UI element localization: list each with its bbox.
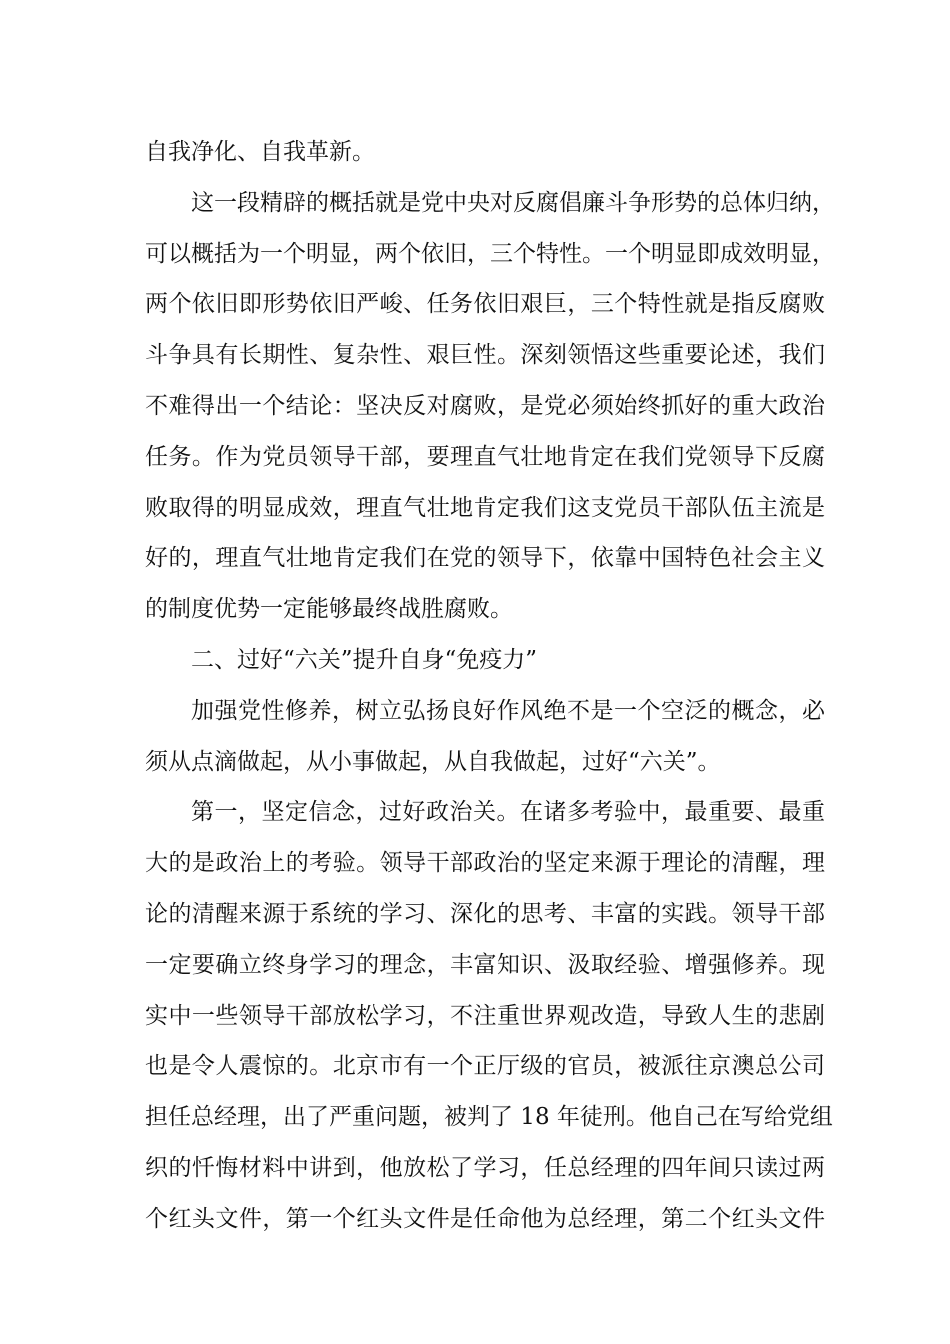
text-line: 不难得出一个结论：坚决反对腐败，是党必须始终抓好的重大政治 (145, 392, 825, 419)
text-line: 这一段精辟的概括就是党中央对反腐倡廉斗争形势的总体归纳， (191, 189, 835, 216)
text-line: 的制度优势一定能够最终战胜腐败。 (145, 596, 513, 623)
text-line: 自我净化、自我革新。 (145, 139, 375, 165)
text-line: 斗争具有长期性、复杂性、艰巨性。深刻领悟这些重要论述，我们 (145, 342, 825, 369)
text-line: 败取得的明显成效，理直气壮地肯定我们这支党员干部队伍主流是 (145, 494, 825, 521)
text-line: 实中一些领导干部放松学习，不注重世界观改造，导致人生的悲剧 (145, 1002, 825, 1029)
text-line: 个红头文件，第一个红头文件是任命他为总经理，第二个红头文件 (145, 1205, 825, 1232)
text-line: 可以概括为一个明显，两个依旧，三个特性。一个明显即成效明显， (145, 240, 835, 267)
text-line: 大的是政治上的考验。领导干部政治的坚定来源于理论的清醒，理 (145, 850, 825, 877)
section-heading: 二、过好“六关”提升自身“免疫力” (191, 646, 538, 673)
text-line: 任务。作为党员领导干部，要理直气壮地肯定在我们党领导下反腐 (145, 443, 825, 470)
text-line: 第一，坚定信念，过好政治关。在诸多考验中，最重要、最重 (191, 799, 825, 826)
text-line: 一定要确立终身学习的理念，丰富知识、汲取经验、增强修养。现 (145, 951, 825, 978)
document-body (145, 127, 835, 1245)
text-line: 担任总经理，出了严重问题，被判了 18 年徒刑。他自己在写给党组 (145, 1104, 833, 1131)
text-line: 也是令人震惊的。北京市有一个正厅级的官员，被派往京澳总公司 (145, 1053, 825, 1080)
text-line: 论的清醒来源于系统的学习、深化的思考、丰富的实践。领导干部 (145, 900, 825, 927)
text-line: 好的，理直气壮地肯定我们在党的领导下，依靠中国特色社会主义 (145, 545, 825, 572)
text-line: 须从点滴做起，从小事做起，从自我做起，过好“六关”。 (145, 748, 721, 775)
text-line: 加强党性修养，树立弘扬良好作风绝不是一个空泛的概念，必 (191, 697, 825, 724)
text-line: 织的忏悔材料中讲到，他放松了学习，任总经理的四年间只读过两 (145, 1154, 825, 1181)
text-line: 两个依旧即形势依旧严峻、任务依旧艰巨，三个特性就是指反腐败 (145, 291, 825, 318)
